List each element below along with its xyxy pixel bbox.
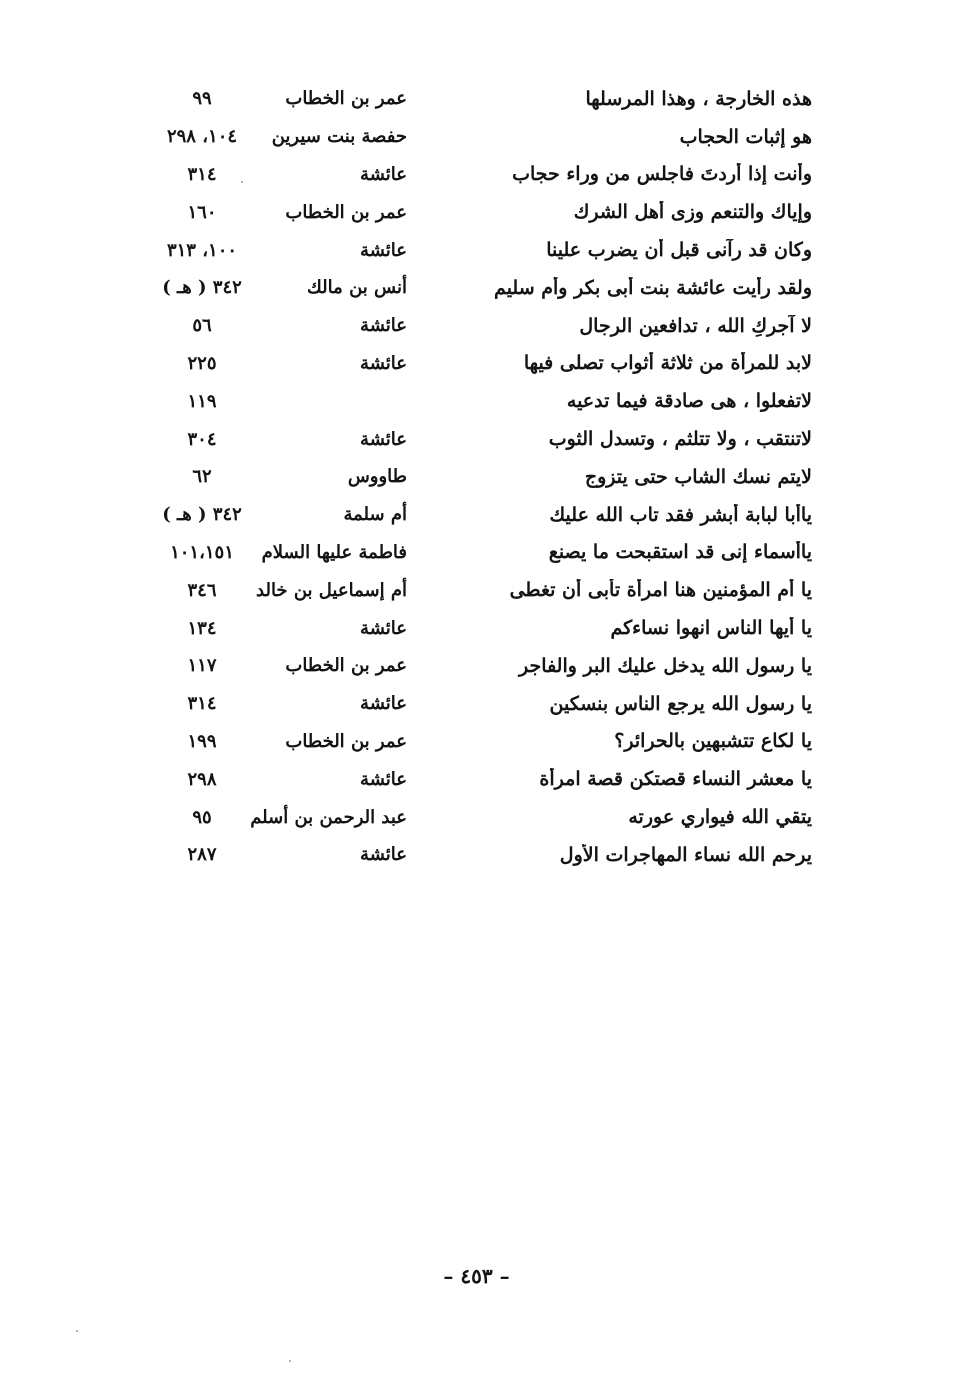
page-references: ٥٦ (192, 315, 212, 337)
page-references: ١٠١،١٥١ (170, 541, 234, 563)
table-row (140, 269, 820, 307)
hadith-text: لابد للمرأة من ثلاثة أثواب تصلى فيها (523, 352, 812, 375)
page-references: ٣١٤ (187, 163, 217, 185)
narrator-name: عمر بن الخطاب (285, 655, 407, 677)
hadith-text: هو إثبات الحجاب (679, 125, 812, 148)
page-references: ٦٢ (192, 466, 212, 488)
page-references: ٣٤٢ ( هـ ) (162, 277, 242, 299)
narrator-name: عائشة (360, 352, 407, 374)
page-references: ٣٤٢ ( هـ ) (162, 504, 242, 526)
hadith-text: يرحم الله نساء المهاجرات الأول (559, 843, 812, 866)
scan-speck (289, 1360, 291, 1362)
page-references: ١٠٠، ٣١٣ (166, 239, 238, 261)
narrator-name: عائشة (360, 163, 407, 185)
table-row (140, 534, 820, 572)
table-row (140, 382, 820, 420)
hadith-text: يا أيها الناس انهوا نساءكم (610, 617, 812, 640)
table-row (140, 609, 820, 647)
narrator-name: عائشة (360, 844, 407, 866)
table-row (140, 458, 820, 496)
page-references: ٩٥ (192, 806, 212, 828)
hadith-text: ياأسماء إنى قد استقبحت ما يصنع (548, 541, 812, 564)
narrator-name: عائشة (360, 428, 407, 450)
page-references: ١٣٤ (187, 617, 217, 639)
hadith-text: يا لكاع تتشبهين بالحرائر؟ (614, 730, 812, 753)
table-row (140, 685, 820, 723)
table-row (140, 193, 820, 231)
page-references: ٢٩٨ (187, 768, 217, 790)
page-references: ٢٨٧ (187, 844, 217, 866)
page-references: ٣٤٦ (187, 579, 217, 601)
narrator-name: عائشة (360, 617, 407, 639)
table-row (140, 571, 820, 609)
table-row (140, 80, 820, 118)
table-row (140, 307, 820, 345)
narrator-name: أنس بن مالك (307, 277, 407, 299)
hadith-text: لاتنتقب ، ولا تتلثم ، وتسدل الثوب (548, 428, 812, 451)
narrator-name: أم إسماعيل بن خالد (256, 579, 407, 601)
narrator-name: عائشة (360, 768, 407, 790)
page-references: ١١٧ (187, 655, 217, 677)
page-references: ٢٢٥ (187, 352, 217, 374)
table-row (140, 118, 820, 156)
table-row (140, 345, 820, 383)
narrator-name: عبد الرحمن بن أسلم (250, 806, 407, 828)
hadith-text: وكان قد رآنى قبل أن يضرب علينا (546, 239, 812, 262)
page-references: ١٠٤، ٢٩٨ (166, 126, 238, 148)
narrator-name: عائشة (360, 693, 407, 715)
hadith-text: هذه الخارجة ، وهذا المرسلها (585, 87, 812, 110)
table-row (140, 760, 820, 798)
narrator-name: حفصة بنت سيرين (271, 126, 407, 148)
narrator-name: أم سلمة (343, 504, 407, 526)
hadith-text: يتقي الله فيواري عورته (628, 806, 812, 829)
table-row (140, 836, 820, 874)
narrator-name: عمر بن الخطاب (285, 88, 407, 110)
table-row (140, 231, 820, 269)
hadith-text: لايتم نسك الشاب حتى يتزوج (584, 465, 812, 488)
hadith-text: وإياك والتنعم وزى أهل الشرك (573, 201, 812, 224)
table-row (140, 156, 820, 194)
table-row (140, 723, 820, 761)
hadith-index-table (140, 80, 820, 874)
scan-speck (241, 181, 243, 183)
page-number: – ٤٥٣ – (443, 1264, 510, 1288)
narrator-name: طاووس (347, 466, 407, 488)
hadith-text: وأنت إذا أردتَ فاجلس من وراء حجاب (512, 163, 812, 186)
table-row (140, 647, 820, 685)
hadith-text: يا رسول الله يدخل عليك البر والفاجر (519, 654, 812, 677)
narrator-name: فاطمة عليها السلام (261, 541, 407, 563)
page-references: ١٩٩ (187, 730, 217, 752)
table-row (140, 420, 820, 458)
page-references: ١١٩ (187, 390, 217, 412)
table-row (140, 496, 820, 534)
page-references: ١٦٠ (187, 201, 217, 223)
scan-speck (76, 1330, 78, 1332)
narrator-name: عائشة (360, 315, 407, 337)
hadith-text: ولقد رأيت عائشة بنت أبى بكر وأم سليم (494, 276, 812, 299)
page-references: ٣١٤ (187, 693, 217, 715)
narrator-name: عمر بن الخطاب (285, 201, 407, 223)
hadith-text: لا آجركِ الله ، تدافعين الرجال (579, 314, 812, 337)
hadith-text: يا رسول الله يرجع الناس بنسكين (549, 692, 812, 715)
hadith-text: يا معشر النساء قصتكن قصة امرأة (539, 768, 812, 791)
hadith-text: ياأبا لبابة أبشر فقد تاب الله عليك (549, 503, 812, 526)
page-references: ٣٠٤ (187, 428, 217, 450)
narrator-name: عائشة (360, 239, 407, 261)
page-references: ٩٩ (192, 88, 212, 110)
narrator-name: عمر بن الخطاب (285, 730, 407, 752)
hadith-text: يا أم المؤمنين هنا امرأة تأبى أن تغطى (509, 579, 812, 602)
table-row (140, 798, 820, 836)
hadith-text: لاتفعلوا ، هى صادقة فيما تدعيه (566, 390, 812, 413)
